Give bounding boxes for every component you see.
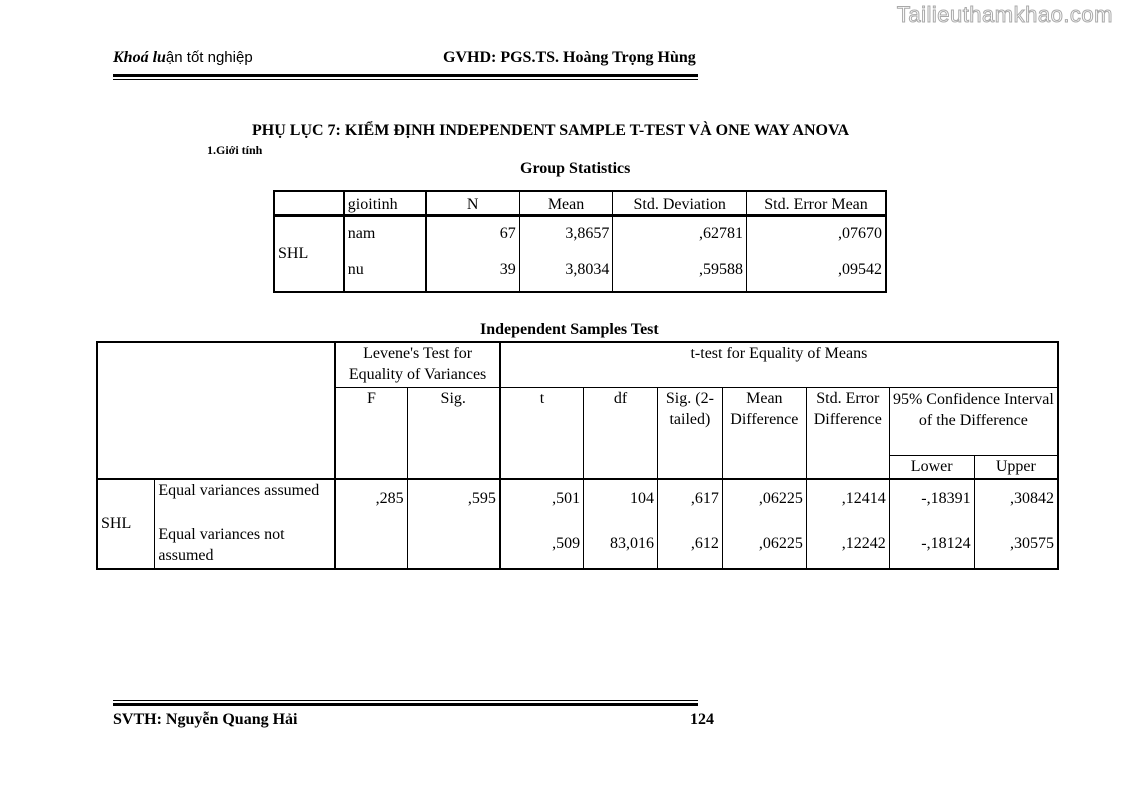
mean-value: 3,8657 [519, 216, 613, 260]
row-variable-shl: SHL [274, 216, 344, 293]
watermark-text: Tailieuthamkhao.com [896, 2, 1113, 27]
df-value: 104 [584, 479, 658, 524]
header-std-error-mean: Std. Error Mean [747, 191, 887, 216]
empty-corner-cell [274, 191, 344, 216]
t-value: ,501 [500, 479, 584, 524]
sig2-value: ,612 [657, 524, 722, 569]
n-value: 39 [426, 259, 520, 292]
sig-value: ,595 [407, 479, 500, 524]
lower-value: -,18124 [889, 524, 974, 569]
group-statistics-table [273, 190, 887, 293]
header-upper: Upper [974, 456, 1058, 480]
header-rule-thin [113, 79, 698, 80]
mean-difference-value: ,06225 [722, 524, 806, 569]
f-value: ,285 [335, 479, 407, 524]
section-title: 1.Giới tính [207, 143, 263, 157]
header-mean-difference: Mean Difference [722, 388, 806, 480]
header-df: df [584, 388, 658, 480]
header-sig: Sig. [407, 388, 500, 480]
group-label: nu [344, 259, 426, 292]
lower-value: -,18391 [889, 479, 974, 524]
ttest-header: t-test for Equality of Means [500, 342, 1058, 388]
row-label: Equal variances assumed [155, 479, 335, 524]
footer-student: SVTH: Nguyễn Quang Hải [113, 711, 298, 728]
group-statistics-header-row [274, 191, 886, 216]
sig-value [407, 524, 500, 569]
upper-value: ,30842 [974, 479, 1058, 524]
header-f: F [335, 388, 407, 480]
header-rest-part: ận tốt nghiệp [165, 49, 253, 66]
header-std-deviation: Std. Deviation [613, 191, 747, 216]
std-error-difference-value: ,12414 [806, 479, 889, 524]
independent-header-row-1 [97, 342, 1058, 388]
group-statistics-row-nam [274, 216, 886, 260]
group-statistics-row-nu [274, 259, 886, 292]
page-number: 124 [690, 711, 714, 728]
sd-value: ,62781 [613, 216, 747, 260]
independent-test-caption: Independent Samples Test [480, 321, 659, 338]
footer-rule-thin [113, 700, 698, 701]
row-variable-shl: SHL [97, 479, 155, 569]
mean-value: 3,8034 [519, 259, 613, 292]
row-label: Equal variances not assumed [155, 524, 335, 569]
header-mean: Mean [519, 191, 613, 216]
header-italic-part: Khoá lu [113, 49, 166, 66]
n-value: 67 [426, 216, 520, 260]
group-statistics-caption: Group Statistics [520, 160, 631, 177]
std-error-difference-value: ,12242 [806, 524, 889, 569]
f-value [335, 524, 407, 569]
independent-row-equal-not-assumed [97, 524, 1058, 569]
header-gioitinh: gioitinh [344, 191, 426, 216]
footer-rule-thick [113, 703, 698, 706]
sd-value: ,59588 [613, 259, 747, 292]
sig2-value: ,617 [657, 479, 722, 524]
header-std-error-difference: Std. Error Difference [806, 388, 889, 480]
header-sig-2-tailed: Sig. (2-tailed) [657, 388, 722, 480]
appendix-title: PHỤ LỤC 7: KIỂM ĐỊNH INDEPENDENT SAMPLE T-TEST VÀ ONE WAY ANOVA [252, 122, 850, 139]
se-value: ,09542 [747, 259, 887, 292]
independent-row-equal-assumed [97, 479, 1058, 524]
header-lower: Lower [889, 456, 974, 480]
header-thesis-label [113, 49, 253, 67]
mean-difference-value: ,06225 [722, 479, 806, 524]
se-value: ,07670 [747, 216, 887, 260]
header-confidence-interval: 95% Confidence Interval of the Difference [889, 388, 1058, 456]
empty-corner-cell [97, 342, 335, 479]
header-t: t [500, 388, 584, 480]
upper-value: ,30575 [974, 524, 1058, 569]
t-value: ,509 [500, 524, 584, 569]
levene-header: Levene's Test for Equality of Variances [335, 342, 500, 388]
group-label: nam [344, 216, 426, 260]
independent-samples-table [96, 341, 1059, 570]
df-value: 83,016 [584, 524, 658, 569]
header-rule-thick [113, 74, 698, 77]
header-n: N [426, 191, 520, 216]
header-supervisor: GVHD: PGS.TS. Hoàng Trọng Hùng [443, 49, 696, 66]
